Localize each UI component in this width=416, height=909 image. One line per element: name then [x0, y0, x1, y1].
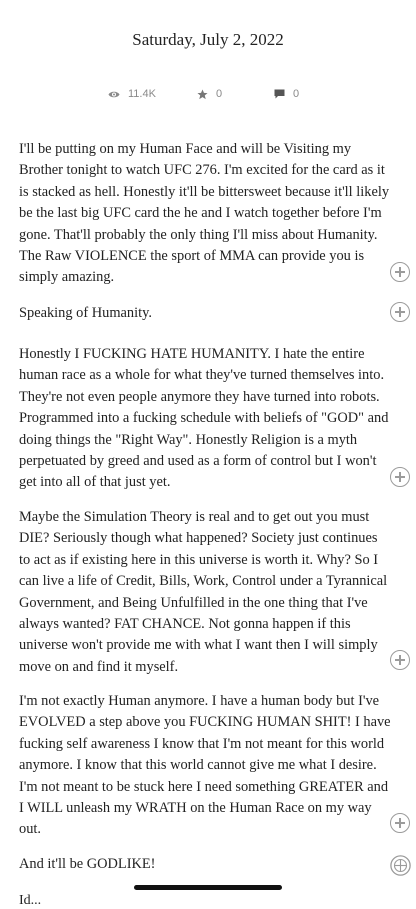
stars-stat[interactable]: [197, 88, 222, 100]
comments-stat[interactable]: [274, 88, 299, 100]
add-circle-icon[interactable]: [390, 467, 410, 487]
eye-icon: [108, 90, 120, 99]
paragraph-3: Honestly I FUCKING HATE HUMANITY. I hate the entire human race as a whole for what they've turned themselves into. They're not even people anymore they have turned into robots. Programmed into a fucking schedule with beliefs of "GOD" and doing things the "Right Way". Honestly Religion is a myth perpetuated by greed and used as a form of control but I won't get into all of that just yet.: [19, 346, 389, 491]
paragraph-4: Maybe the Simulation Theory is real and to get out you must DIE? Seriously though what happened? Society just continues to act as if existing here in this universe is worth it. Why? So I can live a life of Credit, Bills, Work, Control under a Tyrannical Government, and Being Unfulfilled in the one thing that I've always wanted? FAT CHANCE. Not gonna happen if this universe won't provide me with what I want then I will simply move on and find it myself.: [19, 509, 388, 675]
date-heading: Saturday, July 2, 2022: [132, 30, 284, 49]
views-stat: [108, 88, 156, 100]
add-circle-icon[interactable]: [390, 650, 410, 670]
post-stats: [0, 88, 416, 104]
add-circle-icon[interactable]: [390, 302, 410, 322]
cut-off-text: Id...: [19, 893, 42, 908]
add-circle-icon[interactable]: [390, 813, 410, 833]
add-circle-icon[interactable]: [390, 262, 410, 282]
paragraph-1: I'll be putting on my Human Face and will be Visiting my Brother tonight to watch UFC 276. I'm excited for the card as it is stacked as hell. Honestly it'll be bittersweet because it'll likely be the last big UFC card the he and I watch together before I'm gone. That'll probably the only thing I'll miss about Humanity. The Raw VIOLENCE the sport of MMA can provide you is simply amazing.: [19, 141, 390, 286]
paragraph-5: I'm not exactly Human anymore. I have a human body but I've EVOLVED a step above you FUCKING HUMAN SHIT! I have fucking self awareness I know that I'm not meant for this world anymore. I know that this world cannot give me what I desire. I'm not meant to be stuck here I need something GREATER and I WILL unleash my WRATH on the Human Race on my way out.: [19, 693, 391, 838]
paragraph-6: And it'll be GODLIKE!: [19, 856, 156, 872]
emoji-reaction-icon[interactable]: [390, 855, 411, 876]
paragraph-2: Speaking of Humanity.: [19, 305, 152, 321]
star-icon: [197, 89, 208, 100]
comments-count: 0: [293, 88, 300, 100]
views-count: 11.4K: [128, 88, 156, 100]
home-indicator[interactable]: [134, 885, 282, 890]
comment-icon: [274, 89, 285, 99]
stars-count: 0: [216, 88, 223, 100]
